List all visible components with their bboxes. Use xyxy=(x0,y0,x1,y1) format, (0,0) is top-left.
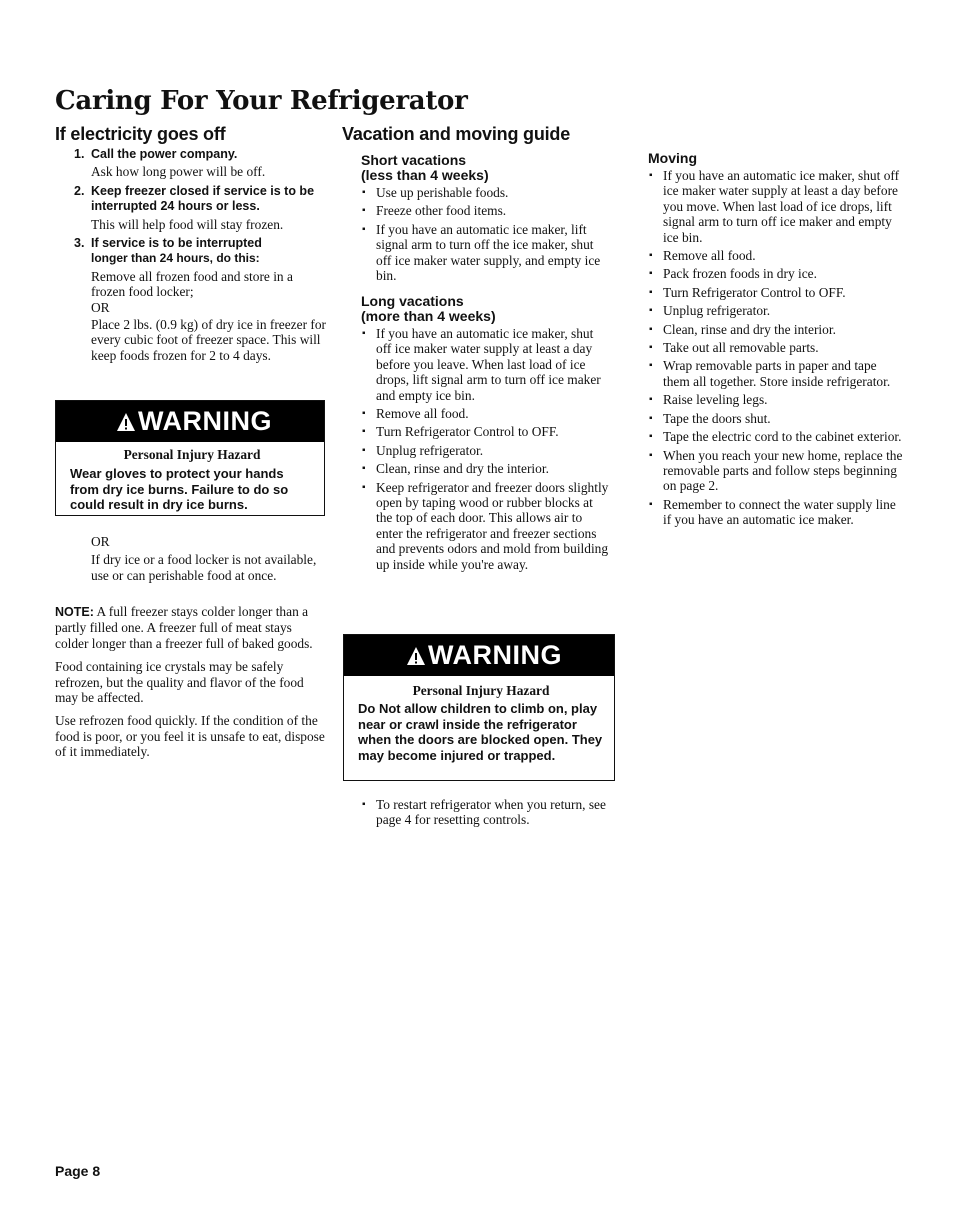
warning-hazard-title: Personal Injury Hazard xyxy=(123,447,261,462)
warning-banner xyxy=(56,401,324,442)
bullet-icon: ▪ xyxy=(649,250,653,262)
step-text: This will help food will stay frozen. xyxy=(91,216,284,232)
step-number: 3. xyxy=(74,236,85,251)
step-3 xyxy=(74,236,326,363)
bullet-icon: ▪ xyxy=(362,408,366,420)
list-item xyxy=(361,406,611,421)
warning-content xyxy=(344,676,614,769)
list-item-text: Tape the electric cord to the cabinet exterior. xyxy=(663,429,902,445)
list-item xyxy=(648,411,903,426)
bullet-icon: ▪ xyxy=(649,360,653,372)
step-label: Keep freezer closed if service is to be interrupted 24 hours or less. xyxy=(91,183,315,214)
bullet-icon: ▪ xyxy=(362,187,366,198)
bullet-icon: ▪ xyxy=(362,426,366,438)
bullet-icon: ▪ xyxy=(649,449,653,461)
list-item-text: Raise leveling legs. xyxy=(663,392,768,408)
list-item xyxy=(361,797,611,828)
warning-triangle-icon xyxy=(406,646,426,666)
bullet-icon: ▪ xyxy=(362,799,366,810)
warning-hazard-title: Personal Injury Hazard xyxy=(412,683,550,698)
step-text: Remove all frozen food and store in a frozen food locker; xyxy=(91,268,293,300)
warning-label: WARNING xyxy=(428,640,562,670)
warning-box-dry-ice xyxy=(55,400,325,516)
warning-label: WARNING xyxy=(138,406,272,436)
warning-box-children xyxy=(343,634,615,781)
step-text: Ask how long power will be off. xyxy=(91,164,266,180)
list-item-text: Unplug refrigerator. xyxy=(376,442,484,458)
list-item-text: Remove all food. xyxy=(663,248,756,264)
list-item xyxy=(648,322,903,337)
list-item xyxy=(361,424,611,439)
list-item xyxy=(648,429,903,444)
or-text: OR xyxy=(91,299,110,315)
list-item-text: If you have an automatic ice maker, shut off ice maker water supply at least a day before you leave. When last load of ice drops, lift signal arm to turn off ice maker and empty ice bin. xyxy=(376,326,601,403)
page-title: Caring For Your Refrigerator xyxy=(55,86,468,116)
bullet-icon: ▪ xyxy=(362,328,366,339)
long-vacations-heading: Long vacations xyxy=(361,293,464,309)
refrozen-quick-paragraph: Use refrozen food quickly. If the condition of the food is poor, or you feel it is unsafe to eat, dispose of it immediately. xyxy=(55,713,325,760)
list-item-text: Remove all food. xyxy=(376,406,469,422)
list-item-text: Clean, rinse and dry the interior. xyxy=(376,461,549,477)
list-item xyxy=(648,497,903,528)
page-number: Page 8 xyxy=(55,1163,101,1179)
bullet-icon: ▪ xyxy=(362,205,366,217)
list-item xyxy=(361,222,611,284)
list-item-text: Unplug refrigerator. xyxy=(663,303,771,319)
moving-heading: Moving xyxy=(648,150,697,166)
bullet-icon: ▪ xyxy=(649,268,653,280)
electricity-heading: If electricity goes off xyxy=(55,124,226,144)
bullet-icon: ▪ xyxy=(649,305,653,317)
step-label: Call the power company. xyxy=(91,147,238,161)
list-item xyxy=(361,480,611,572)
note-label: NOTE: xyxy=(55,605,94,619)
list-item-text: Use up perishable foods. xyxy=(376,185,509,200)
bullet-icon: ▪ xyxy=(649,286,653,298)
list-item-text: When you reach your new home, replace the removable parts and follow steps beginning on page 2. xyxy=(663,447,903,494)
bullet-icon: ▪ xyxy=(649,342,653,354)
long-vacations-subheading: (more than 4 weeks) xyxy=(361,308,496,324)
list-item xyxy=(648,285,903,300)
list-item xyxy=(361,203,611,218)
electricity-steps xyxy=(74,147,326,363)
list-item xyxy=(361,326,611,403)
bullet-icon: ▪ xyxy=(649,170,653,181)
warning-text: Do Not allow children to climb on, play near or crawl inside the refrigerator when the doors are blocked open. They may become injured or trapped. xyxy=(358,701,603,763)
short-vacations-heading: Short vacations xyxy=(361,152,467,168)
list-item xyxy=(361,443,611,458)
bullet-icon: ▪ xyxy=(649,412,653,424)
dry-ice-alternative xyxy=(91,534,327,583)
step-label: If service is to be interrupted xyxy=(91,236,262,251)
alt-text: If dry ice or a food locker is not available, use or can perishable food at once. xyxy=(91,552,317,583)
list-item xyxy=(648,248,903,263)
restart-section xyxy=(361,797,611,831)
step-label-cont: longer than 24 hours, do this: xyxy=(91,251,260,266)
step-number: 2. xyxy=(74,183,85,198)
list-item xyxy=(648,340,903,355)
or-text: OR xyxy=(91,534,110,549)
note-text: A full freezer stays colder longer than a partly filled one. A freezer full of meat stays colder longer than a freezer full of baked goods. xyxy=(55,604,313,651)
list-item xyxy=(648,392,903,407)
bullet-icon: ▪ xyxy=(649,498,653,510)
list-item-text: To restart refrigerator when you return, see page 4 for resetting controls. xyxy=(376,797,606,828)
refrozen-paragraph: Food containing ice crystals may be safely refrozen, but the quality and flavor of the food may be affected. xyxy=(55,659,304,706)
bullet-icon: ▪ xyxy=(649,394,653,406)
list-item-text: Clean, rinse and dry the interior. xyxy=(663,321,836,337)
list-item-text: Turn Refrigerator Control to OFF. xyxy=(663,284,846,300)
short-vacations-list xyxy=(361,185,611,283)
bullet-icon: ▪ xyxy=(362,444,366,456)
warning-triangle-icon xyxy=(116,412,136,432)
list-item-text: Wrap removable parts in paper and tape them all together. Store inside refrigerator. xyxy=(663,358,891,389)
moving-section xyxy=(648,151,903,531)
list-item-text: Take out all removable parts. xyxy=(663,340,819,356)
list-item-text: Keep refrigerator and freezer doors slightly open by taping wood or rubber blocks at the top of each door. This allows air to enter the refrigerator and freezer sections and prevents odors and mold from building up inside while you're away. xyxy=(376,479,609,572)
bullet-icon: ▪ xyxy=(362,463,366,475)
list-item xyxy=(648,266,903,281)
list-item xyxy=(648,303,903,318)
bullet-icon: ▪ xyxy=(649,431,653,443)
list-item xyxy=(648,358,903,389)
list-item-text: Remember to connect the water supply line if you have an automatic ice maker. xyxy=(663,496,896,528)
short-vacations-section xyxy=(361,153,611,286)
step-number: 1. xyxy=(74,147,85,161)
bullet-icon: ▪ xyxy=(649,323,653,335)
warning-content xyxy=(56,442,324,519)
restart-list xyxy=(361,797,611,828)
list-item-text: Pack frozen foods in dry ice. xyxy=(663,266,817,282)
moving-list xyxy=(648,168,903,528)
bullet-icon: ▪ xyxy=(362,481,366,493)
list-item-text: Freeze other food items. xyxy=(376,203,507,219)
vacation-heading: Vacation and moving guide xyxy=(342,124,571,144)
long-vacations-list xyxy=(361,326,611,572)
electricity-notes xyxy=(55,604,325,768)
list-item xyxy=(361,461,611,476)
long-vacations-section xyxy=(361,294,611,575)
step-text-alt: Place 2 lbs. (0.9 kg) of dry ice in freezer for every cubic foot of freezer space. This will keep foods frozen for 2 to 4 days. xyxy=(91,317,326,363)
list-item-text: Tape the doors shut. xyxy=(663,410,771,426)
short-vacations-subheading: (less than 4 weeks) xyxy=(361,167,489,183)
step-1 xyxy=(74,147,326,180)
list-item-text: If you have an automatic ice maker, shut off ice maker water supply at least a day before you move. When last load of ice drops, lift signal arm to turn off ice maker and empty ice bin. xyxy=(663,168,900,245)
note-paragraph xyxy=(55,604,325,651)
list-item xyxy=(648,448,903,494)
list-item-text: Turn Refrigerator Control to OFF. xyxy=(376,424,559,440)
warning-text: Wear gloves to protect your hands from dry ice burns. Failure to do so could result in dry ice burns. xyxy=(70,466,289,512)
bullet-icon: ▪ xyxy=(362,223,366,235)
list-item xyxy=(648,168,903,245)
step-2 xyxy=(74,184,326,232)
list-item-text: If you have an automatic ice maker, lift signal arm to turn off the ice maker, shut off ice maker water supply, and empty ice bin. xyxy=(376,221,601,284)
list-item xyxy=(361,185,611,200)
warning-banner xyxy=(344,635,614,676)
